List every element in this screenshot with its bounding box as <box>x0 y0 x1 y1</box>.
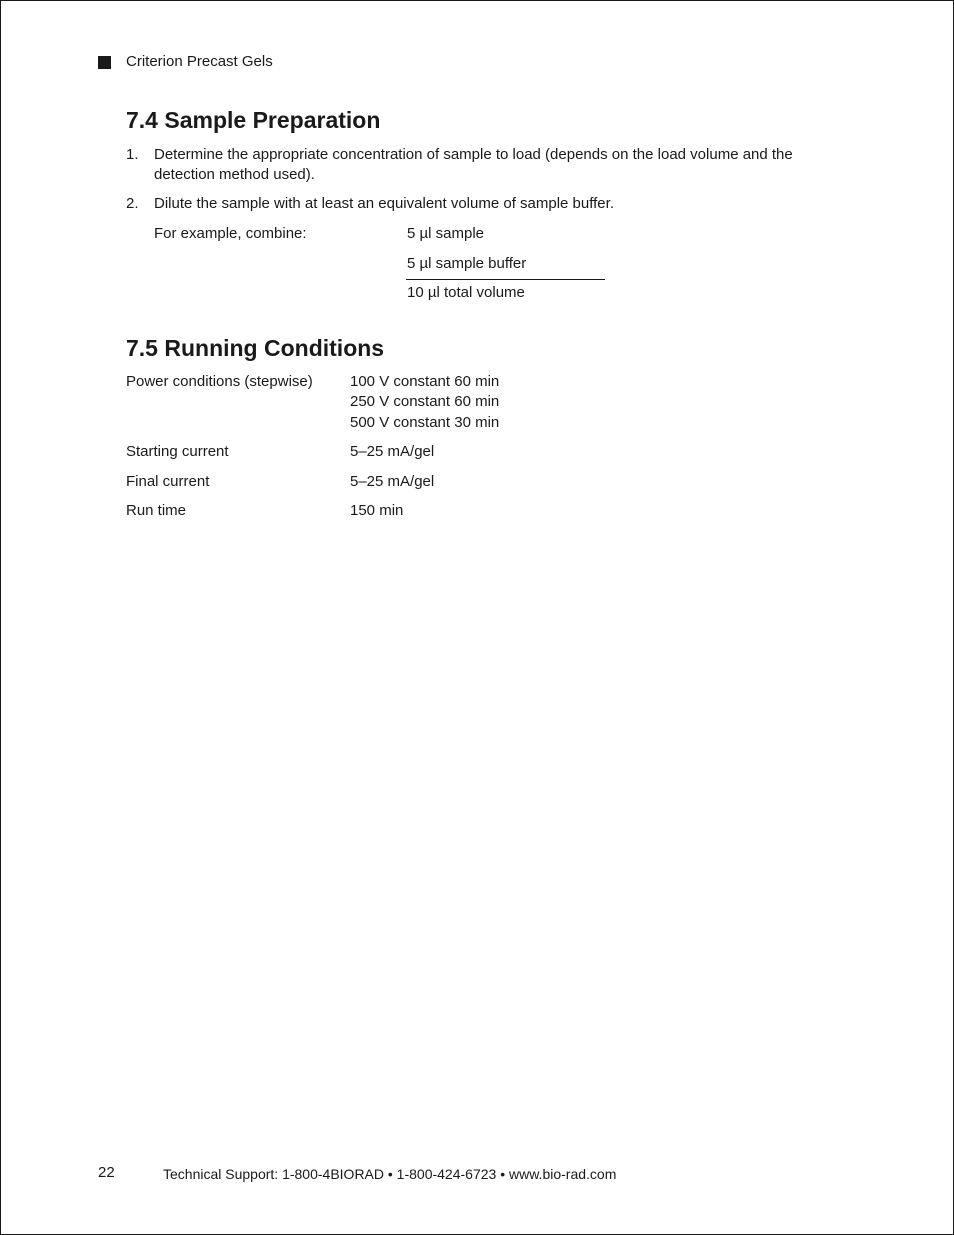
running-header-title: Criterion Precast Gels <box>126 53 273 70</box>
condition-value: 500 V constant 30 min <box>350 414 500 431</box>
example-total-volume: 10 µl total volume <box>407 284 525 301</box>
example-label: For example, combine: <box>154 225 307 242</box>
condition-label-starting-current: Starting current <box>126 443 229 460</box>
step-text: Determine the appropriate concentration of sample to load (depends on the load volume and the detection method used). <box>154 146 793 183</box>
condition-label-final-current: Final current <box>126 473 210 490</box>
technical-support-footer: Technical Support: 1-800-4BIORAD • 1-800-424-6723 • www.bio-rad.com <box>163 1166 617 1182</box>
condition-label-run-time: Run time <box>126 502 187 519</box>
condition-value: 250 V constant 60 min <box>350 393 500 410</box>
example-line-sample: 5 µl sample <box>407 225 485 242</box>
condition-value: 5–25 mA/gel <box>350 473 435 490</box>
step-text: Dilute the sample with at least an equivalent volume of sample buffer. <box>154 195 614 212</box>
condition-value: 150 min <box>350 502 404 519</box>
header-square-marker <box>98 56 111 69</box>
section-heading-sample-preparation: 7.4 Sample Preparation <box>126 107 381 133</box>
sum-rule-line <box>406 279 605 280</box>
condition-label-power: Power conditions (stepwise) <box>126 373 313 390</box>
page-number: 22 <box>98 1164 115 1181</box>
example-line-buffer: 5 µl sample buffer <box>407 255 527 272</box>
condition-value: 100 V constant 60 min <box>350 373 500 390</box>
step-number: 1. <box>126 146 139 163</box>
section-heading-running-conditions: 7.5 Running Conditions <box>126 335 385 361</box>
condition-value: 5–25 mA/gel <box>350 443 435 460</box>
step-number: 2. <box>126 195 139 212</box>
